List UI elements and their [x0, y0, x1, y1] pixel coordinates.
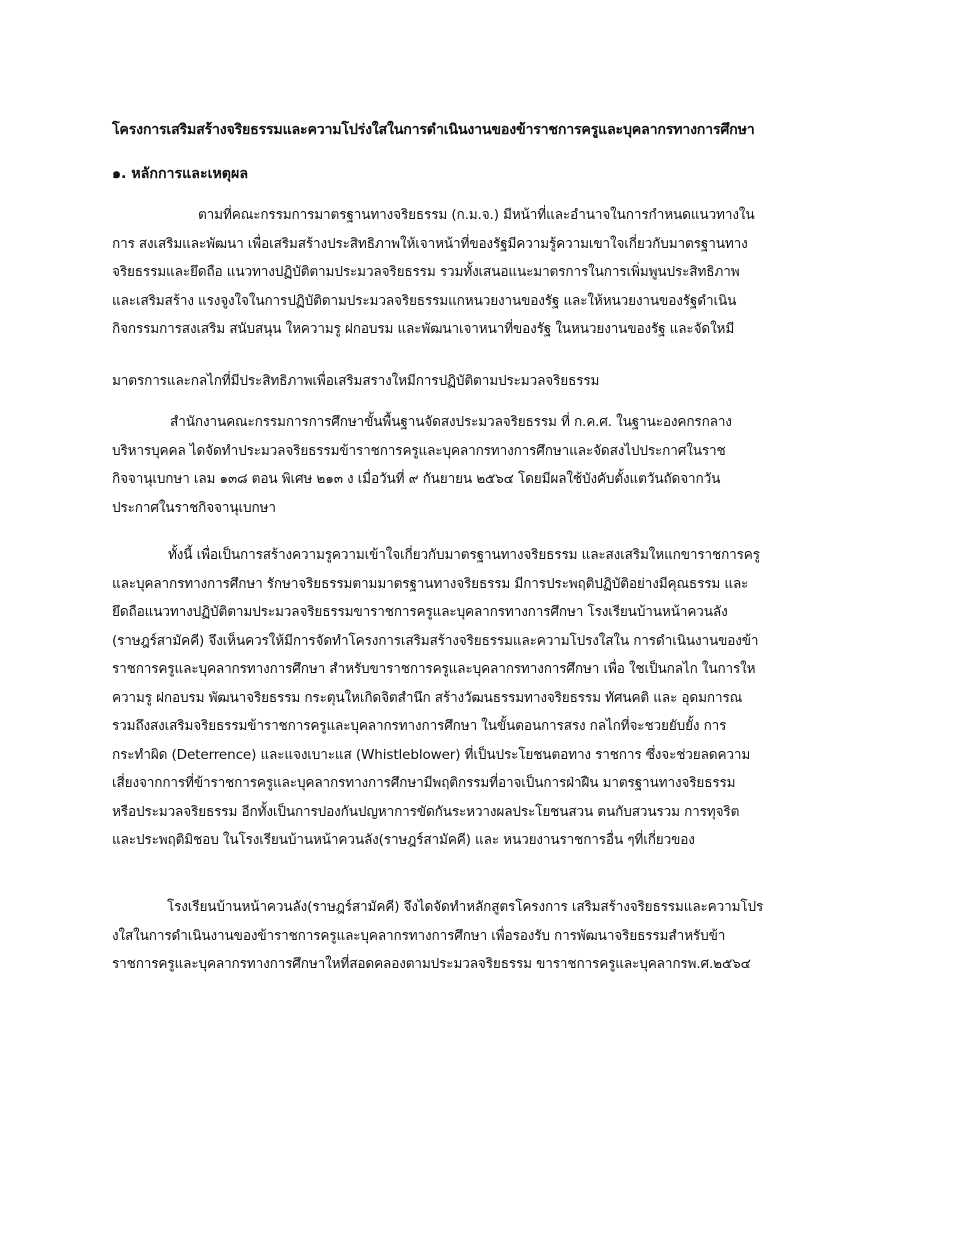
- text-line: การ สงเสริมและพัฒนา เพื่อเสริมสร้างประสิทธิภาพให้เจาหน้าที่ของรัฐมีความรู้ความเขาใจเกี่ยวกับมาตรฐานทาง: [112, 235, 748, 252]
- paragraph-1: [112, 201, 852, 344]
- text-line: และเสริมสร้าง แรงจูงใจในการปฏิบัติตามประมวลจริยธรรมแกหนวยงานของรัฐ และให้หนวยงานของรัฐดำเนิน: [112, 292, 737, 309]
- text-line: ราชการครูและบุคลากรทางการศึกษาใหที่สอดคลองตามประมวลจริยธรรม ขาราชการครูและบุคลากรพ.ศ.๒๕๖๔: [112, 956, 751, 972]
- paragraph-5: [112, 893, 852, 979]
- text-line: จริยธรรมและยึดถือ แนวทางปฏิบัติตามประมวลจริยธรรม รวมทั้งเสนอแนะมาตรการในการเพิ่มพูนประสิทธิภาพ: [112, 264, 740, 280]
- text-line: และประพฤติมิชอบ ในโรงเรียนบ้านหน้าควนลัง(ราษฎร์สามัคคี) และ หนวยงานราชการอื่น ๆที่เกี่ยวของ: [112, 832, 695, 848]
- paragraph-3: [112, 408, 852, 522]
- text-line: กิจกรรมการสงเสริม สนับสนุน ใหความรู ฝกอบรม และพัฒนาเจาหนาที่ของรัฐ ในหนวยงานของรัฐ และจัดใหมี: [112, 321, 735, 337]
- text-line: หรือประมวลจริยธรรม อีกทั้งเป็นการปองกันปญหาการขัดกันระหวางผลประโยชนสวน ตนกับสวนรวม การทุจริต: [112, 803, 740, 820]
- section-heading: ๑. หลักการและเหตุผล: [112, 166, 249, 182]
- text-line: ประกาศในราชกิจจานุเบกษา: [112, 499, 276, 516]
- text-line: เสี่ยงจากการที่ข้าราชการครูและบุคลากรทางการศึกษามีพฤติกรรมที่อาจเป็นการฝ่าฝืน มาตรฐานทางจริยธรรม: [112, 775, 736, 791]
- text-line: สำนักงานคณะกรรมการการศึกษาขั้นพื้นฐานจัดสงประมวลจริยธรรม ที่ ก.ค.ศ. ในฐานะองคกรกลาง: [170, 414, 732, 430]
- text-line: มาตรการและกลไกที่มีประสิทธิภาพเพื่อเสริมสรางใหมีการปฏิบัติตามประมวลจริยธรรม: [112, 373, 600, 389]
- document-title: โครงการเสริมสร้างจริยธรรมและความโปร่งใสในการดำเนินงานของข้าราชการครูและบุคลากรทางการศึกษา: [112, 122, 755, 138]
- text-line: บริหารบุคคล ไดจัดทำประมวลจริยธรรมข้าราชการครูและบุคลากรทางการศึกษาและจัดสงไปประกาศในราช: [112, 442, 726, 459]
- paragraph-2: [112, 367, 852, 396]
- text-line: ราชการครูและบุคลากรทางการศึกษา สำหรับขาราชการครูและบุคลากรทางการศึกษา เพื่อ ใชเป็นกลไก ในการให: [112, 661, 756, 677]
- text-line: ยึดถือแนวทางปฏิบัติตามประมวลจริยธรรมขาราชการครูและบุคลากรทางการศึกษา โรงเรียนบ้านหน้าควนลัง: [112, 604, 728, 620]
- text-line: และบุคลากรทางการศึกษา รักษาจริยธรรมตามมาตรฐานทางจริยธรรม มีการประพฤติปฏิบัติอย่างมีคุณธรรม และ: [112, 575, 749, 592]
- paragraph-4: [112, 541, 852, 855]
- text-line: ตามที่คณะกรรมการมาตรฐานทางจริยธรรม (ก.ม.จ.) มีหน้าที่และอำนาจในการกำหนดแนวทางใน: [198, 207, 755, 223]
- text-line: รวมถึงสงเสริมจริยธรรมข้าราชการครูและบุคลากรทางการศึกษา ในขั้นตอนการสรง กลไกที่จะชวยยับยั้ง การ: [112, 718, 727, 734]
- text-line: งใสในการดำเนินงานของข้าราชการครูและบุคลากรทางการศึกษา เพื่อรองรับ การพัฒนาจริยธรรมสำหรับข้า: [112, 927, 726, 944]
- text-line: โรงเรียนบ้านหน้าควนลัง(ราษฎร์สามัคคี) จึงไดจัดทำหลักสูตรโครงการ เสริมสร้างจริยธรรมและความโปร: [167, 899, 764, 915]
- text-line: กิจจานุเบกษา เลม ๑๓๘ ตอน พิเศษ ๒๑๓ ง เมื่อวันที่ ๙ กันยายน ๒๕๖๔ โดยมีผลใช้บังคับตั้งแตวันถัดจากวัน: [112, 471, 721, 487]
- text-line: กระทำผิด (Deterrence) และแจงเบาะแส (Whistleblower) ที่เป็นประโยชนตอทาง ราชการ ซึ่งจะช่วยลดความ: [112, 746, 751, 763]
- text-line: ทั้งนี้ เพื่อเป็นการสร้างความรูความเข้าใจเกี่ยวกับมาตรฐานทางจริยธรรม และสงเสริมใหแกขาราชการครู: [168, 547, 760, 563]
- text-line: ความรู ฝกอบรม พัฒนาจริยธรรม กระตุนใหเกิดจิตสำนึก สร้างวัฒนธรรมทางจริยธรรม ทัศนคติ และ อุดมการณ: [112, 689, 743, 706]
- text-line: (ราษฎร์สามัคคี) จึงเห็นควรให้มีการจัดทำโครงการเสริมสร้างจริยธรรมและความโปรงใสใน การดำเนินงานของข้า: [112, 632, 759, 649]
